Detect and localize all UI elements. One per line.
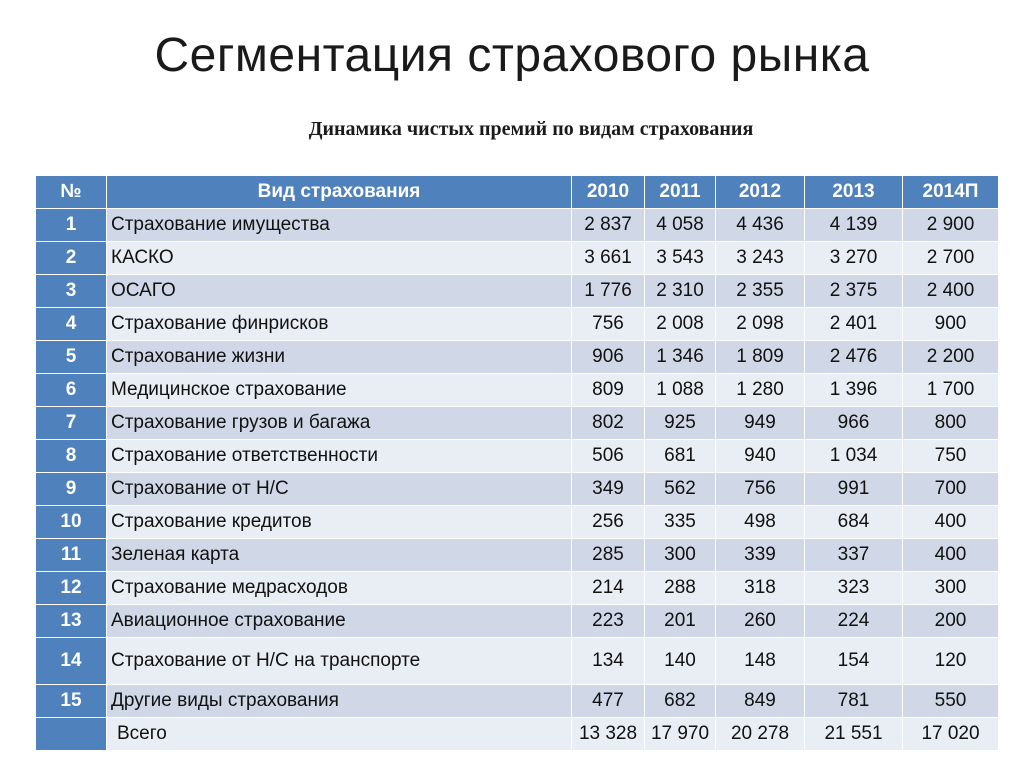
premium-value: 2 837 xyxy=(572,209,645,242)
premium-value: 4 139 xyxy=(805,209,903,242)
header-cell: 2010 xyxy=(572,176,645,209)
table-row xyxy=(36,685,999,718)
premium-value: 13 328 xyxy=(572,718,645,751)
premium-value: 3 661 xyxy=(572,242,645,275)
premium-value: 756 xyxy=(716,473,805,506)
premium-value: 802 xyxy=(572,407,645,440)
table-row xyxy=(36,506,999,539)
premium-value: 506 xyxy=(572,440,645,473)
premium-value: 2 400 xyxy=(903,275,999,308)
row-number: 12 xyxy=(36,572,107,605)
premium-value: 2 008 xyxy=(645,308,716,341)
premium-value: 214 xyxy=(572,572,645,605)
table-row xyxy=(36,638,999,685)
premium-value: 681 xyxy=(645,440,716,473)
premium-value: 2 310 xyxy=(645,275,716,308)
insurance-type: Страхование кредитов xyxy=(107,506,572,539)
premium-value: 562 xyxy=(645,473,716,506)
premium-value: 4 058 xyxy=(645,209,716,242)
insurance-type: Страхование грузов и багажа xyxy=(107,407,572,440)
premium-value: 925 xyxy=(645,407,716,440)
premium-value: 966 xyxy=(805,407,903,440)
premium-value: 288 xyxy=(645,572,716,605)
premium-value: 1 034 xyxy=(805,440,903,473)
insurance-type: Зеленая карта xyxy=(107,539,572,572)
premium-value: 700 xyxy=(903,473,999,506)
table-total-row xyxy=(36,718,999,751)
row-number: 14 xyxy=(36,638,107,685)
premium-value: 223 xyxy=(572,605,645,638)
table-row xyxy=(36,539,999,572)
premium-value: 256 xyxy=(572,506,645,539)
row-number: 10 xyxy=(36,506,107,539)
premium-value: 1 346 xyxy=(645,341,716,374)
header-cell: 2012 xyxy=(716,176,805,209)
table-row xyxy=(36,308,999,341)
premium-value: 550 xyxy=(903,685,999,718)
premium-value: 300 xyxy=(903,572,999,605)
insurance-type: Страхование ответственности xyxy=(107,440,572,473)
premium-value: 300 xyxy=(645,539,716,572)
premium-value: 940 xyxy=(716,440,805,473)
row-number: 13 xyxy=(36,605,107,638)
row-number xyxy=(36,718,107,751)
row-number: 5 xyxy=(36,341,107,374)
insurance-type: Страхование медрасходов xyxy=(107,572,572,605)
premium-value: 148 xyxy=(716,638,805,685)
premium-value: 17 970 xyxy=(645,718,716,751)
row-number: 9 xyxy=(36,473,107,506)
insurance-type: Другие виды страхования xyxy=(107,685,572,718)
premium-value: 3 270 xyxy=(805,242,903,275)
row-number: 2 xyxy=(36,242,107,275)
premium-value: 781 xyxy=(805,685,903,718)
premium-value: 154 xyxy=(805,638,903,685)
premium-value: 400 xyxy=(903,539,999,572)
premium-value: 2 200 xyxy=(903,341,999,374)
table-row xyxy=(36,341,999,374)
row-number: 3 xyxy=(36,275,107,308)
premium-value: 1 396 xyxy=(805,374,903,407)
header-cell: 2011 xyxy=(645,176,716,209)
premium-value: 2 900 xyxy=(903,209,999,242)
premium-value: 1 776 xyxy=(572,275,645,308)
header-cell: № xyxy=(36,176,107,209)
premium-value: 3 543 xyxy=(645,242,716,275)
premium-value: 849 xyxy=(716,685,805,718)
table-row xyxy=(36,473,999,506)
premium-value: 337 xyxy=(805,539,903,572)
table-row xyxy=(36,209,999,242)
premium-value: 2 700 xyxy=(903,242,999,275)
premium-value: 477 xyxy=(572,685,645,718)
row-number: 8 xyxy=(36,440,107,473)
premium-value: 498 xyxy=(716,506,805,539)
premium-value: 120 xyxy=(903,638,999,685)
premium-value: 1 809 xyxy=(716,341,805,374)
insurance-type: Медицинское страхование xyxy=(107,374,572,407)
insurance-type: Страхование от Н/С xyxy=(107,473,572,506)
insurance-type: Страхование жизни xyxy=(107,341,572,374)
premiums-table xyxy=(35,175,999,751)
premium-value: 906 xyxy=(572,341,645,374)
premium-value: 3 243 xyxy=(716,242,805,275)
premium-value: 750 xyxy=(903,440,999,473)
premium-value: 756 xyxy=(572,308,645,341)
premium-value: 224 xyxy=(805,605,903,638)
premium-value: 339 xyxy=(716,539,805,572)
premium-value: 201 xyxy=(645,605,716,638)
premium-value: 318 xyxy=(716,572,805,605)
premium-value: 809 xyxy=(572,374,645,407)
table-row xyxy=(36,407,999,440)
table-row xyxy=(36,440,999,473)
insurance-type: ОСАГО xyxy=(107,275,572,308)
premium-value: 21 551 xyxy=(805,718,903,751)
insurance-type: Страхование от Н/С на транспорте xyxy=(107,638,572,685)
insurance-type: Страхование финрисков xyxy=(107,308,572,341)
table-header-row xyxy=(36,176,999,209)
header-cell: 2013 xyxy=(805,176,903,209)
premium-value: 20 278 xyxy=(716,718,805,751)
insurance-type: Страхование имущества xyxy=(107,209,572,242)
premium-value: 323 xyxy=(805,572,903,605)
header-cell: 2014П xyxy=(903,176,999,209)
premium-value: 260 xyxy=(716,605,805,638)
premium-value: 134 xyxy=(572,638,645,685)
premium-value: 4 436 xyxy=(716,209,805,242)
premium-value: 682 xyxy=(645,685,716,718)
premium-value: 2 375 xyxy=(805,275,903,308)
premium-value: 949 xyxy=(716,407,805,440)
premium-value: 17 020 xyxy=(903,718,999,751)
premium-value: 2 401 xyxy=(805,308,903,341)
premium-value: 285 xyxy=(572,539,645,572)
table-body xyxy=(36,209,999,751)
premium-value: 200 xyxy=(903,605,999,638)
premium-value: 2 476 xyxy=(805,341,903,374)
table-caption: Динамика чистых премий по видам страхования xyxy=(308,118,754,140)
table-row xyxy=(36,242,999,275)
row-number: 4 xyxy=(36,308,107,341)
insurance-type: Авиационное страхование xyxy=(107,605,572,638)
premium-value: 335 xyxy=(645,506,716,539)
insurance-type: Всего xyxy=(107,718,572,751)
slide-title: Сегментация страхового рынка xyxy=(154,29,870,82)
premium-value: 2 355 xyxy=(716,275,805,308)
header-cell: Вид страхования xyxy=(107,176,572,209)
premium-value: 684 xyxy=(805,506,903,539)
table-row xyxy=(36,572,999,605)
row-number: 7 xyxy=(36,407,107,440)
row-number: 6 xyxy=(36,374,107,407)
insurance-type: КАСКО xyxy=(107,242,572,275)
premium-value: 140 xyxy=(645,638,716,685)
premium-value: 991 xyxy=(805,473,903,506)
row-number: 1 xyxy=(36,209,107,242)
premium-value: 800 xyxy=(903,407,999,440)
table-row xyxy=(36,275,999,308)
premium-value: 1 700 xyxy=(903,374,999,407)
table-row xyxy=(36,605,999,638)
premium-value: 2 098 xyxy=(716,308,805,341)
row-number: 15 xyxy=(36,685,107,718)
premium-value: 900 xyxy=(903,308,999,341)
premium-value: 400 xyxy=(903,506,999,539)
table-row xyxy=(36,374,999,407)
premium-value: 1 280 xyxy=(716,374,805,407)
premium-value: 349 xyxy=(572,473,645,506)
row-number: 11 xyxy=(36,539,107,572)
premium-value: 1 088 xyxy=(645,374,716,407)
